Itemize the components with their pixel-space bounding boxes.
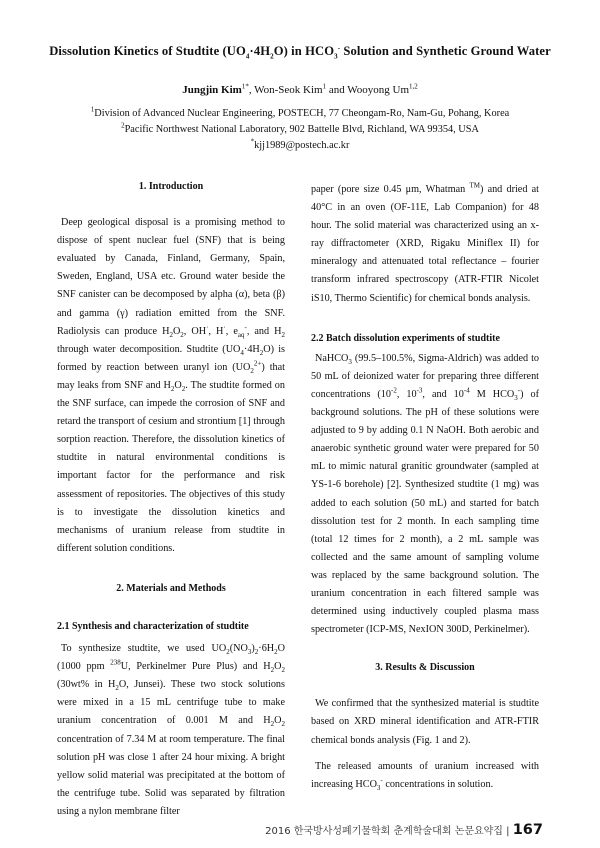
author-list: Jungjin Kim$^{1*}$, Won-Seok Kim$^1$ and Wooyong Um$^{1,2}$ <box>182 82 418 96</box>
results-paragraph-1: We confirmed that the synthesized material is studtite based on XRD mineral identification and ATR-FTIR chemical bonds analysis (Fig. 1 and 2). <box>311 698 539 746</box>
synthesis-paragraph: To synthesize studtite, we used $UO_2(NO_3)_2\cdot 6H_2O$ (1000 ppm $^{238}$U, Perkinelmer Pure Plus) and $H_2O_2$ (30wt% in $H_2O$, Junsei). These two stock solutions were mixed in a 15 mL centrifuge tube to make uranium concentration of 0.001 M and $H_2O_2$ concentration of 7.34 M at room temperature. The final solution pH was close 1 after 24 hour mixing. A bright yellow solid material was precipitated at the bottom of the centrifuge tube. Solid was separated by filtration using a nylon membrane filter <box>57 643 285 817</box>
section-heading-materials-methods: 2. Materials and Methods <box>116 582 226 594</box>
right-column <box>311 181 539 794</box>
conference-proceedings-label: 2016 한국방사성폐기물학회 춘계학술대회 논문요약집 <box>265 826 503 837</box>
characterization-paragraph: paper (pore size 0.45 μm, Whatman ™) and dried at 40°C in an oven (OF-11E, Lab Companion) for 48 hour. The solid material was characterized using an x-ray diffractometer (XRD, Rigaku Miniflex II) for mineralogy and attenuated total reflectance – fourier transform infrared spectroscopy (ATR-FTIR Nicolet iS10, Thermo Scientific) for chemical bonds analysis. <box>311 181 539 304</box>
introduction-paragraph: Deep geological disposal is a promising method to dispose of spent nuclear fuel (SNF) that is being evaluated by Canada, Finland, Germany, Spain, Sweden, England, USA etc. Ground water beside the SNF canister can be decomposed by alpha (α), beta (β) and gamma (γ) radiation emitted from the SNF. Radiolysis can produce $H_2O_2$, OH·, H·, $e_{aq}^-$, and $H_2$ through water decomposition. Studtite $(UO_4\cdot 4H_2O)$ is formed by reaction between uranyl ion $(UO_2^{2+})$ that may leaks from SNF and $H_2O_2$. The studtite formed on the SNF surface, can impede the corrosion of SNF and retard the transport of cesium and strontium [1] through sorption reaction. Therefore, the dissolution kinetics of studtite in natural environmental conditions is important factor for the performance and risk assessment of repositories. The objectives of this study is to investigate the dissolution kinetics and mechanisms of uranium release from studtite in different solution conditions. <box>57 217 286 554</box>
affiliation-1: $^1$Division of Advanced Nuclear Engineering, POSTECH, 77 Cheongam-Ro, Nam-Gu, Pohang, Korea <box>90 105 510 119</box>
paper-title: Dissolution Kinetics of Studtite $(UO_4\cdot 4H_2O)$ in $HCO_3^-$ Solution and Synthetic Ground Water <box>49 43 551 61</box>
results-paragraph-2: The released amounts of uranium increased with increasing $HCO_3^-$ concentrations in solution. <box>311 760 539 792</box>
section-heading-results: 3. Results & Discussion <box>375 662 475 674</box>
left-column <box>57 178 285 821</box>
subsection-heading-2-1: 2.1 Synthesis and characterization of studtite <box>57 620 249 632</box>
page-number: 167 <box>512 822 543 838</box>
subsection-heading-2-2: 2.2 Batch dissolution experiments of studtite <box>311 332 500 344</box>
section-heading-introduction: 1. Introduction <box>138 181 204 192</box>
affiliation-2: $^2$Pacific Northwest National Laboratory, 902 Battelle Blvd, Richland, WA 99354, USA <box>121 121 479 135</box>
corresponding-email: *kjj1989@postech.ac.kr <box>250 137 350 151</box>
page-footer <box>265 822 543 838</box>
footer-separator: | <box>506 826 510 837</box>
batch-paragraph: NaHCO$_3$ (99.5–100.5%, Sigma-Aldrich) was added to 50 mL of deionized water for preparing three different concentrations ($10^{-2}$, $10^{-3}$, and $10^{-4}$ M $HCO_3^-$) of background solutions. The pH of these solutions were adjusted to 9 by adding 0.1 N NaOH. Both aerobic and anaerobic synthetic ground water were prepared for 50 mL to mimic natural granitic groundwater (sampled at YS-1-6 borehole) [2]. Synthesized studtite (1 mg) was added to each solution (50 mL) and started for batch dissolution test for 2 month. In each sampling time (total 12 times for 2 month), a 2 mL sample was collected and the same amount of sampling volume was replaced by the same background solution. The uranium concentration in each filtered sample was determined using inductively coupled plasma mass spectrometer (ICP-MS, NexION 300D, Perkinelmer). <box>311 352 540 636</box>
